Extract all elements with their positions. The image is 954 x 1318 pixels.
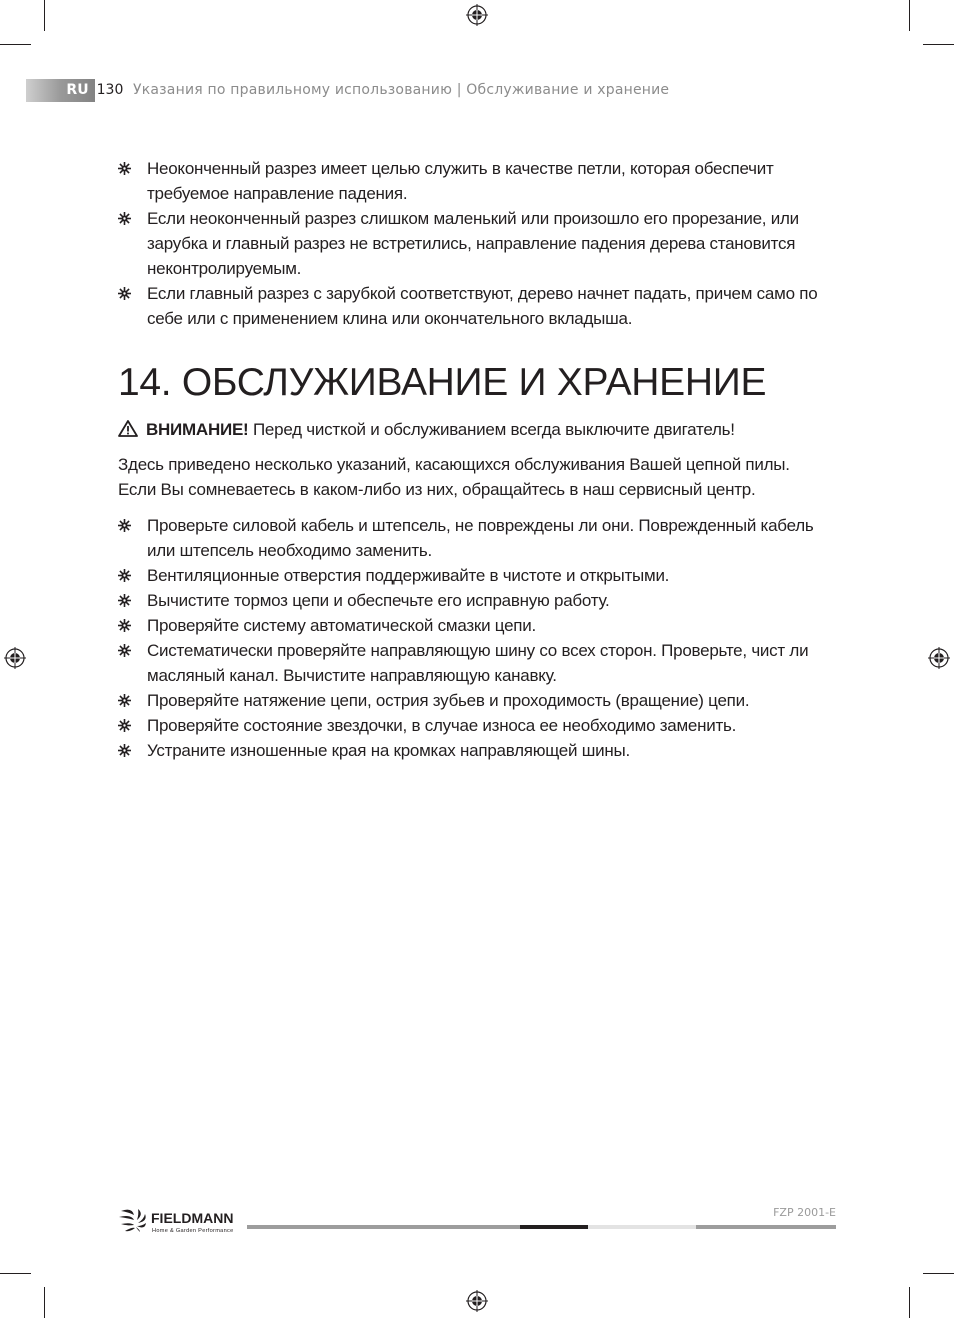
warning-triangle-icon [118, 420, 138, 437]
intro-bullet-list [118, 156, 838, 331]
list-item-text: Вентиляционные отверстия поддерживайте в чистоте и открытыми. [147, 566, 670, 585]
warning-notice [118, 417, 838, 442]
fieldmann-logo [118, 1205, 248, 1235]
list-item-text: Если главный разрез с зарубкой соответствуют, дерево начнет падать, причем само по себе или с применением клина или окончательного вкладыша. [147, 284, 818, 328]
crop-mark [44, 0, 45, 31]
section-title: 14. ОБСЛУЖИВАНИЕ И ХРАНЕНИЕ [118, 361, 767, 404]
list-item-text: Проверяйте натяжение цепи, острия зубьев и проходимость (вращение) цепи. [147, 691, 750, 710]
list-item-text: Проверяйте состояние звездочки, в случае износа ее необходимо заменить. [147, 716, 737, 735]
section-intro [118, 452, 838, 502]
list-item-text: Проверьте силовой кабель и штепсель, не повреждены ли они. Поврежденный кабель или штепсель необходимо заменить. [147, 516, 814, 560]
list-item [118, 156, 838, 206]
list-item-text: Неоконченный разрез имеет целью служить в качестве петли, которая обеспечит требуемое направление падения. [147, 159, 774, 203]
page-content [118, 156, 838, 763]
list-item [118, 563, 838, 588]
intro-line: Если Вы сомневаетесь в каком-либо из них, обращайтесь в наш сервисный центр. [118, 480, 756, 499]
list-item [118, 713, 838, 738]
gear-bullet-icon [118, 694, 131, 707]
gear-bullet-icon [118, 619, 131, 632]
list-item-text: Если неоконченный разрез слишком маленький или произошло его прорезание, или зарубка и главный разрез не встретились, направление падения дерева становится неконтролируемым. [147, 209, 799, 278]
crop-mark [44, 1287, 45, 1318]
list-item [118, 688, 838, 713]
footer-rule [520, 1225, 588, 1229]
footer-rule [588, 1225, 696, 1229]
gear-bullet-icon [118, 162, 131, 175]
footer-rule [696, 1225, 836, 1229]
registration-mark-icon [4, 647, 26, 669]
crop-mark [0, 44, 31, 45]
registration-mark-icon [466, 4, 488, 26]
gear-bullet-icon [118, 212, 131, 225]
crop-mark [909, 0, 910, 31]
crop-mark [909, 1287, 910, 1318]
gear-bullet-icon [118, 519, 131, 532]
logo-tagline: Home & Garden Performance [152, 1228, 234, 1234]
footer-rule [247, 1225, 520, 1229]
list-item [118, 613, 838, 638]
list-item-text: Систематически проверяйте направляющую шину со всех сторон. Проверьте, чист ли масляный канал. Вычистите направляющую канавку. [147, 641, 809, 685]
model-number: FZP 2001-E [773, 1206, 836, 1219]
page-number: 130 [95, 79, 125, 102]
logo-wordmark: FIELDMANN [151, 1210, 234, 1226]
list-item [118, 513, 838, 563]
gear-bullet-icon [118, 719, 131, 732]
list-item-text: Устраните изношенные края на кромках направляющей шины. [147, 741, 630, 760]
list-item-text: Проверяйте систему автоматической смазки цепи. [147, 616, 536, 635]
crop-mark [923, 44, 954, 45]
warning-text: Перед чисткой и обслуживанием всегда выключите двигатель! [252, 420, 735, 439]
maintenance-bullet-list [118, 513, 838, 763]
gear-bullet-icon [118, 644, 131, 657]
language-code: RU [66, 82, 89, 98]
gear-bullet-icon [118, 744, 131, 757]
gear-bullet-icon [118, 287, 131, 300]
gear-bullet-icon [118, 594, 131, 607]
list-item [118, 738, 838, 763]
running-header-title: Указания по правильному использованию | Обслуживание и хранение [133, 82, 670, 98]
crop-mark [923, 1273, 954, 1274]
list-item-text: Вычистите тормоз цепи и обеспечьте его исправную работу. [147, 591, 610, 610]
crop-mark [0, 1273, 31, 1274]
list-item [118, 206, 838, 281]
registration-mark-icon [466, 1290, 488, 1312]
list-item [118, 588, 838, 613]
list-item [118, 638, 838, 688]
warning-label: ВНИМАНИЕ! [146, 420, 249, 439]
gear-bullet-icon [118, 569, 131, 582]
intro-line: Здесь приведено несколько указаний, касающихся обслуживания Вашей цепной пилы. [118, 455, 790, 474]
registration-mark-icon [928, 647, 950, 669]
list-item [118, 281, 838, 331]
